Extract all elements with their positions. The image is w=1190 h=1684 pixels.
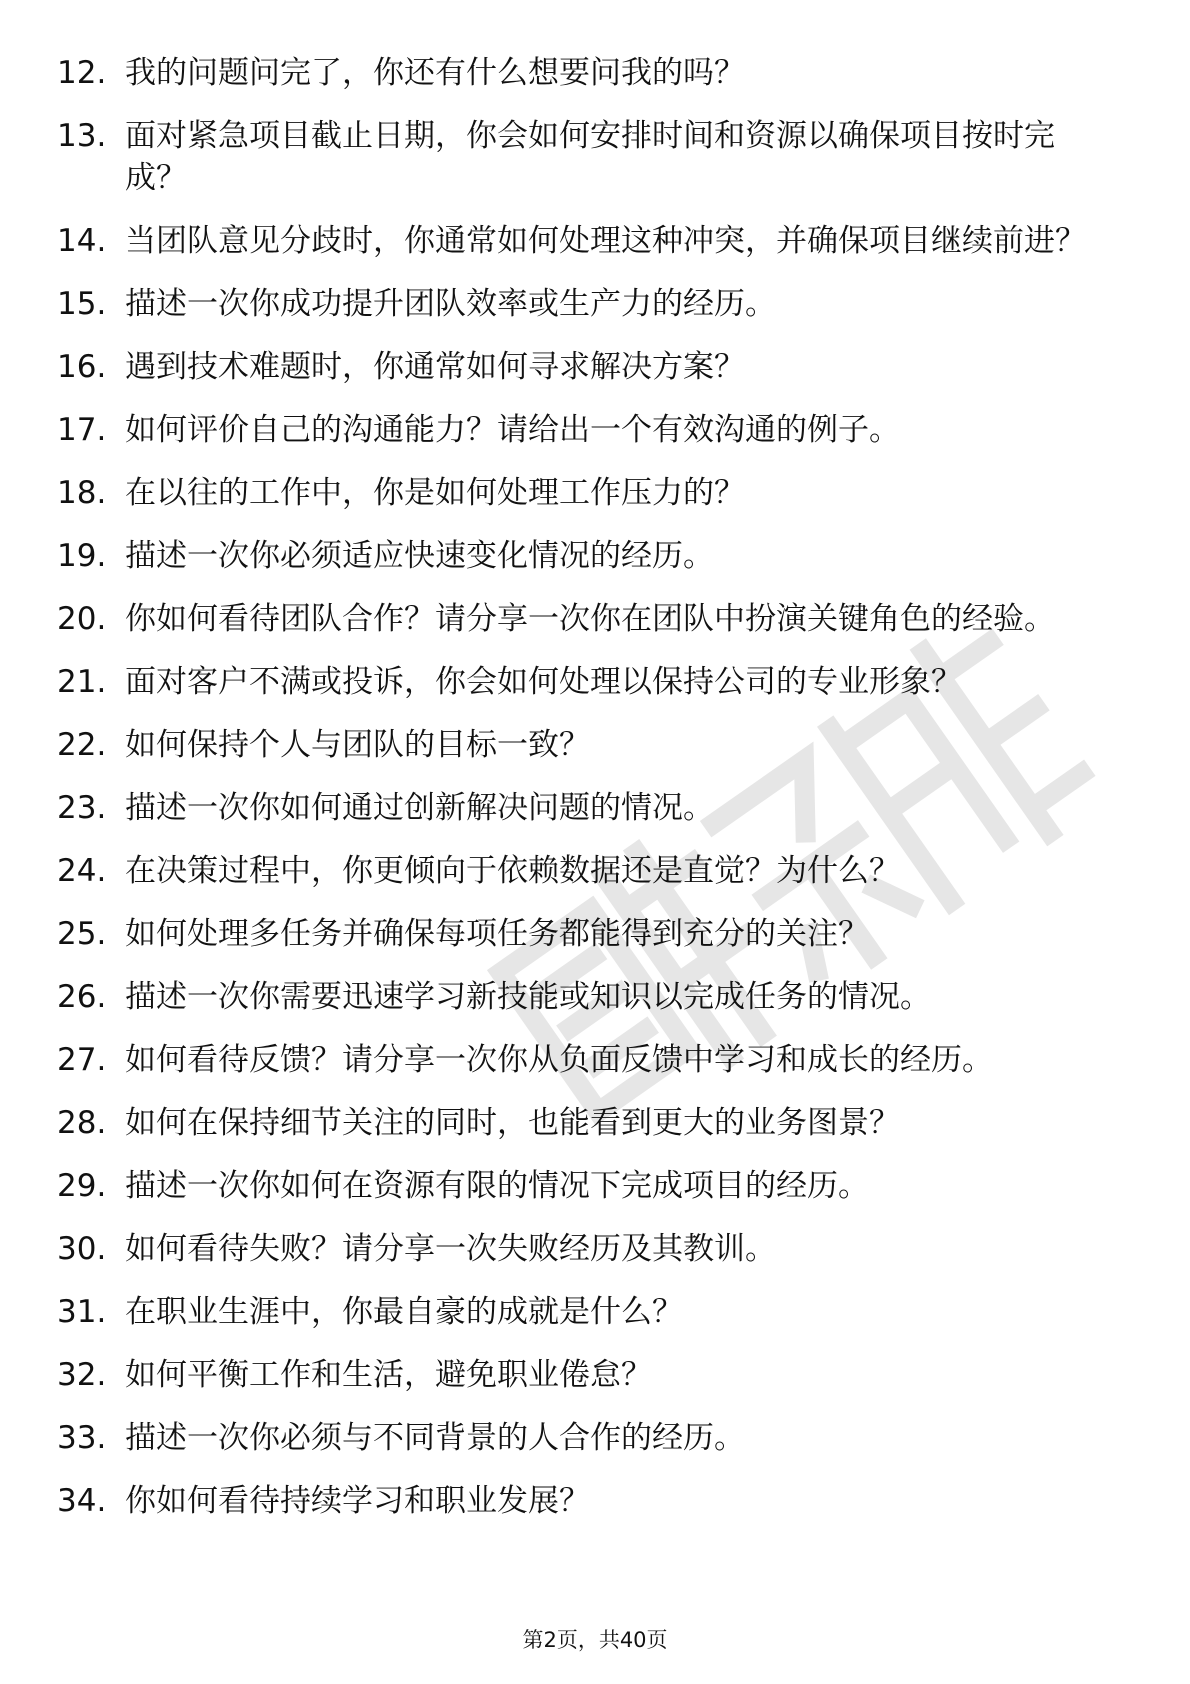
question-text: 如何保持个人与团队的目标一致？ bbox=[125, 727, 590, 763]
question-number: 26. bbox=[57, 979, 107, 1015]
question-item bbox=[0, 535, 1190, 577]
question-text: 你如何看待持续学习和职业发展？ bbox=[125, 1483, 590, 1519]
question-item bbox=[0, 1417, 1190, 1459]
question-number: 12. bbox=[57, 55, 107, 91]
question-number: 24. bbox=[57, 853, 107, 889]
question-text: 如何平衡工作和生活，避免职业倦怠？ bbox=[125, 1357, 652, 1393]
question-number: 20. bbox=[57, 601, 107, 637]
question-number: 28. bbox=[57, 1105, 107, 1141]
question-number: 34. bbox=[57, 1483, 107, 1519]
question-number: 22. bbox=[57, 727, 107, 763]
question-item bbox=[0, 661, 1190, 703]
question-text: 描述一次你如何通过创新解决问题的情况。 bbox=[125, 790, 714, 826]
question-text: 如何在保持细节关注的同时，也能看到更大的业务图景？ bbox=[125, 1105, 900, 1141]
question-number: 19. bbox=[57, 538, 107, 574]
question-item bbox=[0, 1102, 1190, 1144]
question-number: 17. bbox=[57, 412, 107, 448]
question-text: 当团队意见分歧时，你通常如何处理这种冲突，并确保项目继续前进？ bbox=[125, 223, 1086, 259]
question-item bbox=[0, 115, 1190, 199]
question-number: 23. bbox=[57, 790, 107, 826]
question-item bbox=[0, 283, 1190, 325]
question-number: 14. bbox=[57, 223, 107, 259]
question-text: 我的问题问完了，你还有什么想要问我的吗？ bbox=[125, 55, 745, 91]
question-number: 13. bbox=[57, 118, 107, 154]
question-text: 在职业生涯中，你最自豪的成就是什么？ bbox=[125, 1294, 683, 1330]
question-text: 你如何看待团队合作？请分享一次你在团队中扮演关键角色的经验。 bbox=[125, 601, 1055, 637]
question-item bbox=[0, 346, 1190, 388]
question-item bbox=[0, 1354, 1190, 1396]
question-item bbox=[0, 1228, 1190, 1270]
question-text: 遇到技术难题时，你通常如何寻求解决方案？ bbox=[125, 349, 745, 385]
question-number: 31. bbox=[57, 1294, 107, 1330]
question-text: 如何看待失败？请分享一次失败经历及其教训。 bbox=[125, 1231, 776, 1267]
question-text: 如何处理多任务并确保每项任务都能得到充分的关注？ bbox=[125, 916, 869, 952]
question-item bbox=[0, 1165, 1190, 1207]
question-item bbox=[0, 52, 1190, 94]
question-number: 30. bbox=[57, 1231, 107, 1267]
question-item bbox=[0, 976, 1190, 1018]
question-item bbox=[0, 472, 1190, 514]
question-text: 如何看待反馈？请分享一次你从负面反馈中学习和成长的经历。 bbox=[125, 1042, 993, 1078]
question-number: 29. bbox=[57, 1168, 107, 1204]
question-text: 如何评价自己的沟通能力？请给出一个有效沟通的例子。 bbox=[125, 412, 900, 448]
question-item bbox=[0, 220, 1190, 262]
question-number: 15. bbox=[57, 286, 107, 322]
question-item bbox=[0, 724, 1190, 766]
question-text: 描述一次你必须与不同背景的人合作的经历。 bbox=[125, 1420, 745, 1456]
question-text: 描述一次你必须适应快速变化情况的经历。 bbox=[125, 538, 714, 574]
question-item bbox=[0, 850, 1190, 892]
question-number: 16. bbox=[57, 349, 107, 385]
question-item bbox=[0, 1291, 1190, 1333]
question-text: 描述一次你需要迅速学习新技能或知识以完成任务的情况。 bbox=[125, 979, 931, 1015]
question-number: 32. bbox=[57, 1357, 107, 1393]
question-text: 描述一次你成功提升团队效率或生产力的经历。 bbox=[125, 286, 776, 322]
question-text: 在以往的工作中，你是如何处理工作压力的？ bbox=[125, 475, 745, 511]
question-number: 27. bbox=[57, 1042, 107, 1078]
question-number: 33. bbox=[57, 1420, 107, 1456]
question-number: 25. bbox=[57, 916, 107, 952]
question-item bbox=[0, 409, 1190, 451]
question-item bbox=[0, 787, 1190, 829]
question-item bbox=[0, 1039, 1190, 1081]
question-item bbox=[0, 598, 1190, 640]
question-text: 面对客户不满或投诉，你会如何处理以保持公司的专业形象？ bbox=[125, 664, 962, 700]
page-number-label: 第2页，共40页 bbox=[522, 1628, 668, 1652]
page-footer bbox=[0, 1624, 1190, 1654]
question-text: 描述一次你如何在资源有限的情况下完成项目的经历。 bbox=[125, 1168, 869, 1204]
question-number: 18. bbox=[57, 475, 107, 511]
question-item bbox=[0, 913, 1190, 955]
question-item bbox=[0, 1480, 1190, 1522]
question-text: 面对紧急项目截止日期，你会如何安排时间和资源以确保项目按时完成？ bbox=[125, 118, 1055, 196]
question-text: 在决策过程中，你更倾向于依赖数据还是直觉？为什么？ bbox=[125, 853, 900, 889]
question-number: 21. bbox=[57, 664, 107, 700]
question-list bbox=[0, 52, 1190, 1543]
